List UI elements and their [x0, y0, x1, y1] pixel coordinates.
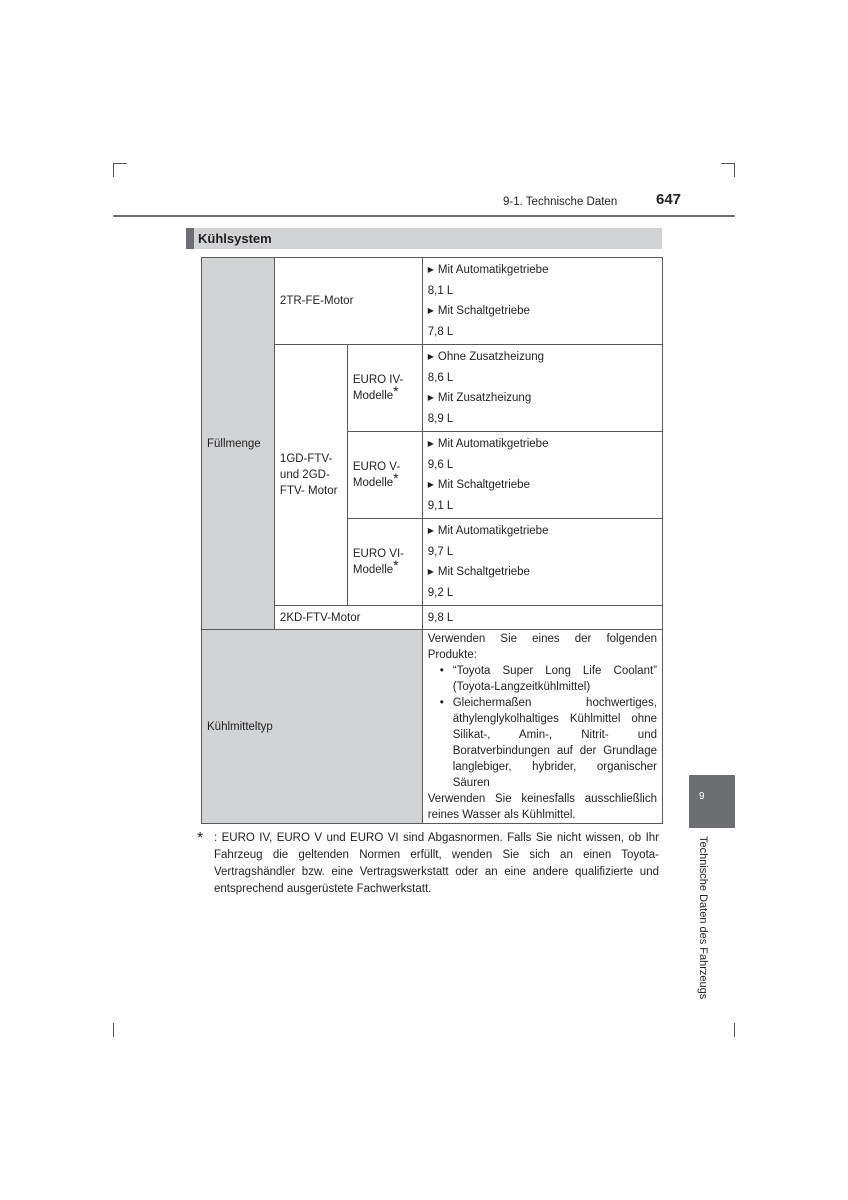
value-cell-euro6: [422, 519, 662, 606]
cooling-system-table: [201, 257, 663, 824]
fuellmenge-label: Füllmenge: [207, 437, 261, 450]
euro5-cell: [347, 432, 422, 519]
option-label: ▶ Mit Schaltgetriebe: [428, 303, 657, 320]
euro5-label: EURO V- Modelle: [352, 461, 401, 489]
page-number: 647: [656, 191, 682, 208]
section-title: Kühlsystem: [198, 231, 272, 246]
footnote-marker: *: [393, 383, 399, 399]
crop-mark-top-right-v: [734, 163, 735, 177]
chapter-tab-number: 9: [699, 791, 705, 802]
euro4-cell: [347, 345, 422, 432]
section-heading: [186, 228, 662, 249]
engine-label-1gd-2gd: 1GD-FTV- und 2GD-FTV- Motor: [279, 453, 338, 497]
value-cell-euro4: [422, 345, 662, 432]
crop-mark-bottom-right: [734, 1023, 735, 1037]
header-rule: [113, 215, 735, 217]
footnote-marker: *: [197, 830, 204, 847]
engine-cell-1gd-2gd: [274, 345, 347, 606]
capacity-value: 9,6 L: [427, 459, 454, 471]
value-cell-euro5: [422, 432, 662, 519]
capacity-value: 8,6 L: [427, 372, 454, 384]
crop-mark-bottom-left: [113, 1023, 114, 1037]
coolant-intro: Verwenden Sie eines der folgenden Produkte:: [427, 632, 657, 661]
capacity-value: 9,1 L: [427, 500, 454, 512]
coolant-type-label-cell: [202, 630, 423, 824]
coolant-type-value-cell: [422, 630, 662, 824]
chapter-heading: 9-1. Technische Daten: [503, 196, 618, 208]
chapter-side-title: Technische Daten des Fahrzeugs: [697, 836, 709, 1000]
capacity-value: 9,2 L: [427, 587, 454, 599]
option-label: ▶ Mit Automatikgetriebe: [428, 436, 657, 453]
euro6-label: EURO VI- Modelle: [352, 548, 405, 576]
value-cell-2kd: [422, 606, 662, 630]
capacity-value: 8,9 L: [427, 413, 454, 425]
crop-mark-top-left-v: [113, 163, 114, 177]
engine-cell-2tr: [274, 258, 422, 345]
footnote-marker: *: [393, 470, 399, 486]
option-label: ▶ Mit Schaltgetriebe: [428, 477, 657, 494]
fuellmenge-label-cell: [202, 258, 275, 630]
engine-label-2kd: 2KD-FTV-Motor: [279, 611, 361, 624]
list-item: • “Toyota Super Long Life Coolant” (Toyota-Langzeitkühlmittel): [453, 663, 657, 695]
option-label: ▶ Ohne Zusatzheizung: [428, 349, 657, 366]
footnote-text: : EURO IV, EURO V und EURO VI sind Abgasnormen. Falls Sie nicht wissen, ob Ihr Fahrzeug die geltenden Normen erfüllt, wenden Sie sich an einen Toyota-Vertragshändler bzw. eine Vertragswerkstatt oder an eine andere qualifizierte und entsprechend ausgerüstete Fachwerkstatt.: [214, 832, 659, 895]
capacity-value: 9,8 L: [427, 611, 454, 624]
table-row: [202, 258, 663, 345]
capacity-value: 8,1 L: [427, 285, 454, 297]
section-heading-marker: [186, 228, 194, 249]
footnote-marker: *: [393, 557, 399, 573]
value-cell-2tr: [422, 258, 662, 345]
coolant-warning: Verwenden Sie keinesfalls ausschließlich reines Wasser als Kühlmittel.: [427, 792, 657, 821]
capacity-value: 7,8 L: [427, 326, 454, 338]
option-label: ▶ Mit Schaltgetriebe: [428, 564, 657, 581]
coolant-type-label: Kühlmitteltyp: [207, 720, 273, 733]
engine-label-2tr: 2TR-FE-Motor: [279, 295, 354, 307]
capacity-value: 9,7 L: [427, 546, 454, 558]
option-label: ▶ Mit Automatikgetriebe: [428, 523, 657, 540]
crop-mark-top-left-h: [113, 163, 127, 164]
list-item: • Gleichermaßen hochwertiges, äthylenglykolhaltiges Kühlmittel ohne Silikat-, Amin-, Nitrit- und Boratverbindungen auf der Grundlage langlebiger, hybrider, organischer Säuren: [453, 695, 657, 791]
chapter-tab: [689, 775, 735, 828]
table-row: [202, 630, 663, 824]
coolant-list: [428, 663, 657, 791]
euro6-cell: [347, 519, 422, 606]
option-label: ▶ Mit Zusatzheizung: [428, 390, 657, 407]
footnote: [197, 830, 659, 898]
crop-mark-top-right-h: [721, 163, 735, 164]
engine-cell-2kd: [274, 606, 422, 630]
euro4-label: EURO IV- Modelle: [352, 374, 404, 402]
option-label: ▶ Mit Automatikgetriebe: [428, 262, 657, 279]
